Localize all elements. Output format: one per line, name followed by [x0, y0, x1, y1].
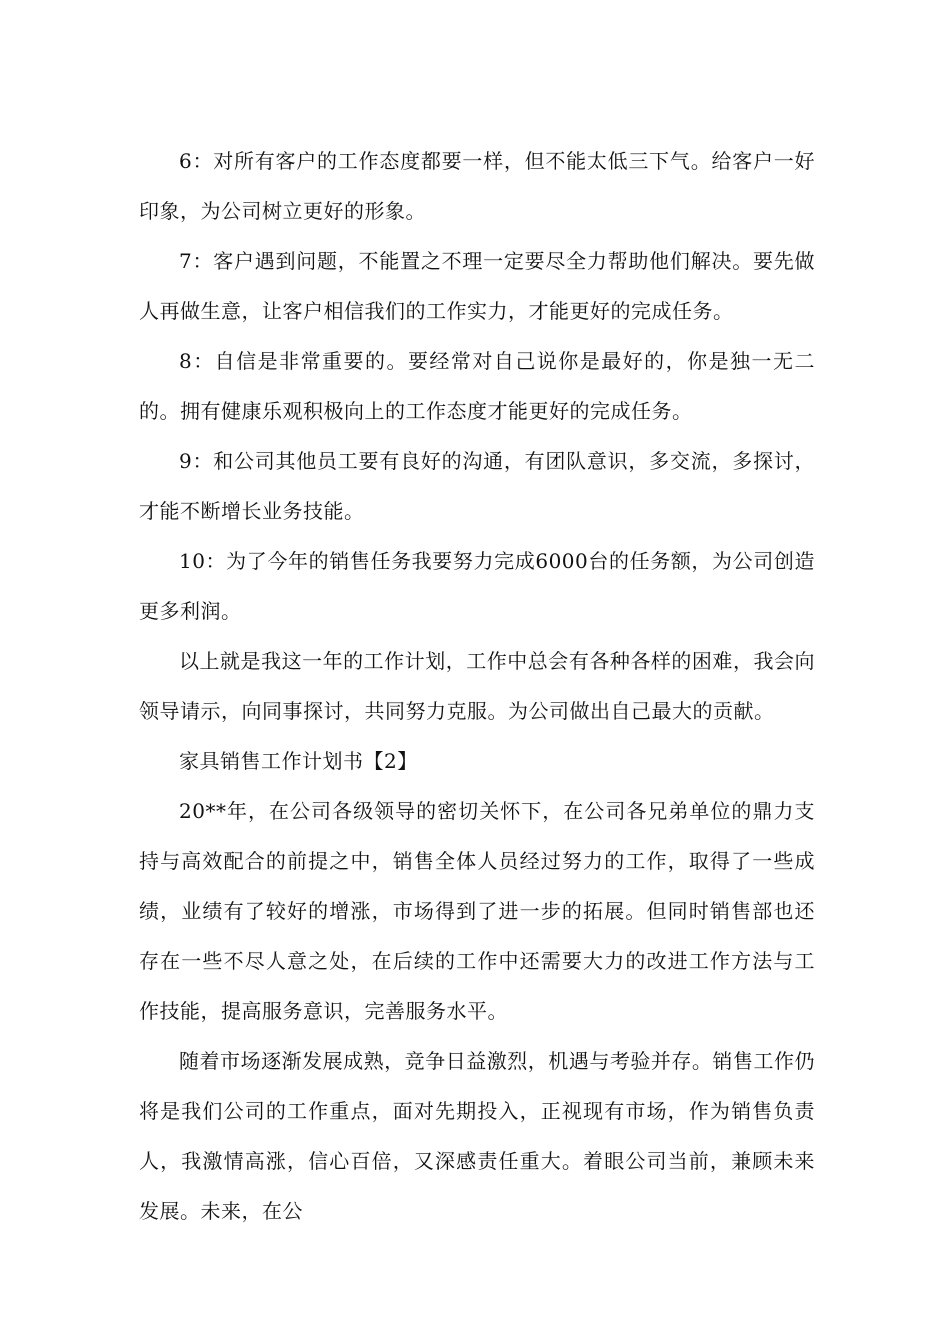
- paragraph-outlook: 随着市场逐渐发展成熟，竞争日益激烈，机遇与考验并存。销售工作仍将是我们公司的工作重点，面对先期投入，正视现有市场，作为销售负责人，我激情高涨，信心百倍，又深感责任重大。着眼公司当前，兼顾未来发展。未来，在公: [139, 1049, 815, 1223]
- section-heading: 家具销售工作计划书【2】: [179, 749, 418, 773]
- paragraph-item-6: 6：对所有客户的工作态度都要一样，但不能太低三下气。给客户一好印象，为公司树立更好的形象。: [139, 149, 815, 223]
- paragraph-item-7: 7：客户遇到问题，不能置之不理一定要尽全力帮助他们解决。要先做人再做生意，让客户相信我们的工作实力，才能更好的完成任务。: [139, 249, 815, 323]
- paragraph-item-9: 9：和公司其他员工要有良好的沟通，有团队意识，多交流，多探讨，才能不断增长业务技能。: [139, 449, 815, 523]
- paragraph-item-10: 10：为了今年的销售任务我要努力完成6000台的任务额，为公司创造更多利润。: [139, 549, 815, 623]
- paragraph-review: 20**年，在公司各级领导的密切关怀下，在公司各兄弟单位的鼎力支持与高效配合的前提之中，销售全体人员经过努力的工作，取得了一些成绩，业绩有了较好的增涨，市场得到了进一步的拓展。但同时销售部也还存在一些不尽人意之处，在后续的工作中还需要大力的改进工作方法与工作技能，提高服务意识，完善服务水平。: [139, 799, 815, 1023]
- paragraph-summary: 以上就是我这一年的工作计划，工作中总会有各种各样的困难，我会向领导请示，向同事探讨，共同努力克服。为公司做出自己最大的贡献。: [139, 649, 815, 723]
- paragraph-item-8: 8：自信是非常重要的。要经常对自己说你是最好的，你是独一无二的。拥有健康乐观积极向上的工作态度才能更好的完成任务。: [139, 349, 815, 423]
